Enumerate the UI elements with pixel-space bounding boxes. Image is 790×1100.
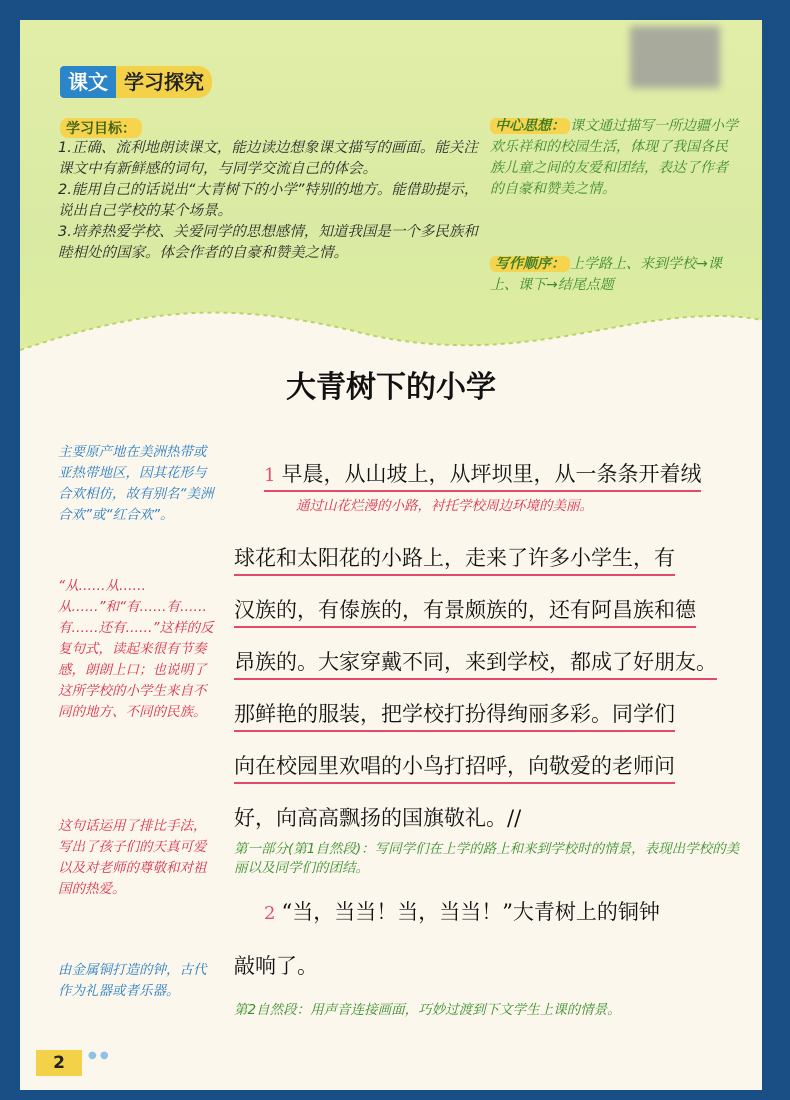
para2-line-1 [264, 896, 660, 928]
goals-title: 学习目标： [60, 118, 142, 138]
logo-part-b: 学习探究 [116, 66, 212, 98]
writing-order-label: 写作顺序： [490, 256, 570, 272]
lesson-title: 大青树下的小学 [286, 370, 496, 405]
para1-line-2: 球花和太阳花的小路上，走来了许多小学生，有 [234, 542, 675, 576]
margin-note-repetition: “从……从……从……”和“有……有……有……还有……”这样的反复句式，读起来很有节奏感，朗朗上口；也说明了这所学校的小学生来自不同的地方、不同的民族。 [58, 578, 214, 720]
writing-order [490, 254, 740, 296]
paragraph-number: 2 [264, 903, 276, 924]
center-idea-text: 课文通过描写一所边疆小学欢乐祥和的校园生活，体现了我国各民族儿童之间的友爱和团结，表达了作者的自豪和赞美之情。 [490, 118, 738, 197]
para1-line-4: 昂族的。大家穿戴不同，来到学校，都成了好朋友。 [234, 646, 717, 680]
inline-note: 通过山花烂漫的小路，衬托学校周边环境的美丽。 [296, 498, 593, 514]
para1-text-1: 早晨，从山坡上，从坪坝里，从一条条开着绒 [281, 462, 702, 486]
center-idea-label: 中心思想： [490, 118, 570, 134]
para1-line-1 [264, 458, 701, 492]
center-idea [490, 116, 740, 200]
goal-item: 3.培养热爱学校、关爱同学的思想感情，知道我国是一个多民族和睦相处的国家。体会作者的自豪和赞美之情。 [58, 224, 478, 261]
para1-line-7: 好，向高高飘扬的国旗敬礼。// [234, 806, 522, 830]
learning-goals [58, 138, 488, 264]
para1-line-3: 汉族的，有傣族的，有景颇族的，还有阿昌族和德 [234, 594, 696, 628]
page-number: 2 [36, 1050, 82, 1076]
para1-line-6: 向在校园里欢唱的小鸟打招呼，向敬爱的老师问 [234, 750, 675, 784]
logo-part-a: 课文 [60, 66, 116, 98]
part-one-note: 第一部分(第1自然段)：写同学们在上学的路上和来到学校时的情景，表现出学校的美丽以及同学们的团结。 [234, 841, 740, 876]
para2-line-2: 敲响了。 [234, 954, 318, 978]
margin-note-bell: 由金属铜打造的钟，古代作为礼器或者乐器。 [58, 962, 207, 999]
textbook-page [20, 20, 762, 1090]
decorative-dots: ● ● [88, 1050, 109, 1061]
margin-note-parallelism: 这句话运用了排比手法，写出了孩子们的天真可爱以及对老师的尊敬和对祖国的热爱。 [58, 818, 207, 897]
section-logo [60, 66, 212, 98]
goal-item: 2.能用自己的话说出“大青树下的小学”特别的地方。能借助提示，说出自己学校的某个场景。 [58, 182, 479, 219]
goal-item: 1.正确、流利地朗读课文，能边读边想象课文描写的画面。能关注课文中有新鲜感的词句，与同学交流自己的体会。 [58, 140, 478, 177]
blurred-stamp [630, 26, 720, 88]
para2-text-1: “当，当当！当，当当！”大青树上的铜钟 [281, 900, 660, 924]
para1-line-5: 那鲜艳的服装，把学校打扮得绚丽多彩。同学们 [234, 698, 675, 732]
margin-note-flower: 主要原产地在美洲热带或亚热带地区，因其花形与合欢相仿，故有别名“美洲合欢”或“红合欢”。 [58, 444, 214, 523]
writing-order-text: 上学路上、来到学校→课上、课下→结尾点题 [490, 256, 722, 293]
para2-note: 第2自然段：用声音连接画面，巧妙过渡到下文学生上课的情景。 [234, 1002, 621, 1018]
paragraph-number: 1 [264, 465, 276, 486]
